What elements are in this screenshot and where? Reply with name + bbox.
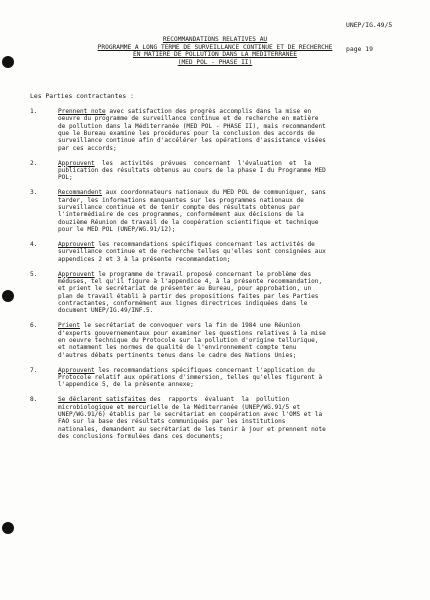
item-text-line: contractantes, conformément aux lignes directrices indiquées dans le <box>58 299 308 307</box>
item-text <box>58 322 410 359</box>
item-text-line: le secrétariat de convoquer vers la fin de 1984 une Réunion <box>80 322 301 330</box>
item-text <box>58 367 410 389</box>
item-text-line: et prient le secrétariat de présenter au Bureau, pour approbation, un <box>58 285 312 293</box>
item-text-line: d'experts gouvernementaux pour examiner les questions relatives à la mise <box>58 329 326 337</box>
item-text-line: méduses, tel qu'il figure à l'appendice 4, à la présente recommandation, <box>58 277 323 285</box>
item-keyword: Prennent note <box>58 108 106 115</box>
page-number: page 19 <box>346 45 373 53</box>
item-number: 6. <box>30 322 38 330</box>
recommendation-list <box>30 108 410 448</box>
item-text-line: les recommandations spécifiques concernant l'application du <box>94 366 315 374</box>
item-keyword: Approuvent <box>58 270 95 278</box>
item-text-line: pour le MED POL (UNEP/WG.91/12); <box>58 226 176 233</box>
recommendation-item <box>30 241 410 263</box>
item-text-line: nationales, demandent au secrétariat de les tenir à jour et prennent note <box>58 425 326 433</box>
item-text-line: oeuvre du programme de surveillance continue et de recherche en matière <box>58 115 319 123</box>
recommendation-item <box>30 367 410 389</box>
item-text <box>58 189 410 233</box>
item-text-line: des rapports évaluant la pollution <box>146 396 290 404</box>
recommendation-item <box>30 271 410 315</box>
item-text-line: les recommandations spécifiques concernant les activités de <box>94 240 315 248</box>
item-keyword: Approuvent <box>58 159 95 167</box>
item-text-line: le programme de travail proposé concernant le problème des <box>94 270 312 278</box>
item-number: 1. <box>30 108 38 115</box>
recommendation-item <box>30 396 410 440</box>
item-text-line: l'intermédiaire de ces programmes, conformément aux décisions de la <box>58 211 304 219</box>
binder-hole-bottom <box>2 522 14 534</box>
item-text-line: tarder, les informations manquantes sur les programmes nationaux de <box>58 196 304 204</box>
item-text <box>58 241 410 263</box>
item-number: 3. <box>30 189 38 197</box>
recommendation-item <box>30 108 410 152</box>
item-text-line: et notamment les normes de qualité de l'environnement compte tenu <box>58 344 297 352</box>
item-text-line: UNEP/WG.91/6) établis par le secrétariat en coopération avec l'OMS et la <box>58 410 323 418</box>
item-text <box>58 108 410 152</box>
item-text-line: douzième Réunion de travail de la coopération scientifique et technique <box>58 218 319 226</box>
recommendation-item <box>30 160 410 182</box>
item-text-line: surveillance continue et de recherche telles qu'elles sont consignées aux <box>58 248 326 256</box>
title-line-1: RECOMMANDATIONS RELATIVES AU <box>162 36 268 43</box>
item-text-line: des conclusions formulées dans ces documents; <box>58 432 224 440</box>
title-line-4: (MED POL - PHASE II) <box>177 58 253 66</box>
recommendation-item <box>30 189 410 233</box>
item-text-line: en oeuvre technique du Protocole sur la pollution d'origine tellurique, <box>58 336 319 344</box>
item-text-line: publication des résultats obtenus au cours de la phase I du Programme MED <box>58 167 326 174</box>
recommendation-item <box>30 322 410 359</box>
item-number: 2. <box>30 159 38 167</box>
item-text-line: surveillance continue afin d'accélérer les opérations d'assistance visées <box>58 137 326 145</box>
title-line-2: PROGRAMME A LONG TERME DE SURVEILLANCE CONTINUE ET DE RECHERCHE <box>97 43 333 51</box>
item-text-line: avec satisfaction des progrès accomplis dans la mise en <box>105 108 312 115</box>
item-text-line: de pollution dans la Méditerranée (MED POL - PHASE II), mais recommandent <box>58 122 326 130</box>
item-text-line: que le Bureau examine les procédures pour la conclusion des accords de <box>58 130 315 138</box>
item-text-line: surveillance continue et de tenir compte des résultats obtenus par <box>58 203 301 211</box>
item-text-line: par ces accords; <box>58 144 117 152</box>
item-text-line: microbiologique et mercurielle de la Méditerranée (UNEP/WG.91/5 et <box>58 403 301 411</box>
item-text-line: l'appendice 5, de la présente annexe; <box>58 381 194 389</box>
item-text-line: d'autres débats pertinents tenus dans le cadre des Nations Unies; <box>58 351 297 359</box>
doc-ref-code: UNEP/IG.49/5 <box>346 21 393 29</box>
item-text-line: POL; <box>58 174 73 182</box>
item-number: 8. <box>30 396 38 404</box>
item-keyword: Recommandent <box>58 189 103 197</box>
document-title <box>0 36 430 66</box>
item-text <box>58 396 410 440</box>
item-text-line: les activités prévues concernant l'évaluation et la <box>94 159 312 167</box>
item-number: 7. <box>30 366 38 374</box>
item-text-line: document UNEP/IG.49/INF.5. <box>58 307 154 315</box>
item-number: 4. <box>30 240 38 248</box>
item-keyword: Approuvent <box>58 240 95 248</box>
item-text <box>58 271 410 315</box>
intro-text: Les Parties contractantes : <box>30 92 134 100</box>
binder-hole-middle <box>2 290 14 302</box>
item-text-line: aux coordonnateurs nationaux du MED POL de communiquer, sans <box>102 189 326 197</box>
item-keyword: Approuvent <box>58 366 95 374</box>
item-keyword: Se déclarent satisfaites <box>58 396 147 404</box>
item-text <box>58 160 410 182</box>
item-keyword: Prient <box>58 322 81 330</box>
item-text-line: plan de travail établi à partir des propositions faites par les Parties <box>58 292 319 300</box>
item-text-line: FAO sur la base des résultats communiqués par les institutions <box>58 418 286 426</box>
title-line-3: EN MATIERE DE POLLUTION DANS LA MEDITERRANEE <box>133 51 297 59</box>
item-text-line: Protocole relatif aux opérations d'immersion, telles qu'elles figurent à <box>58 373 323 381</box>
item-text-line: appendices 2 et 3 à la présente recommandation; <box>58 255 231 263</box>
item-number: 5. <box>30 270 38 278</box>
